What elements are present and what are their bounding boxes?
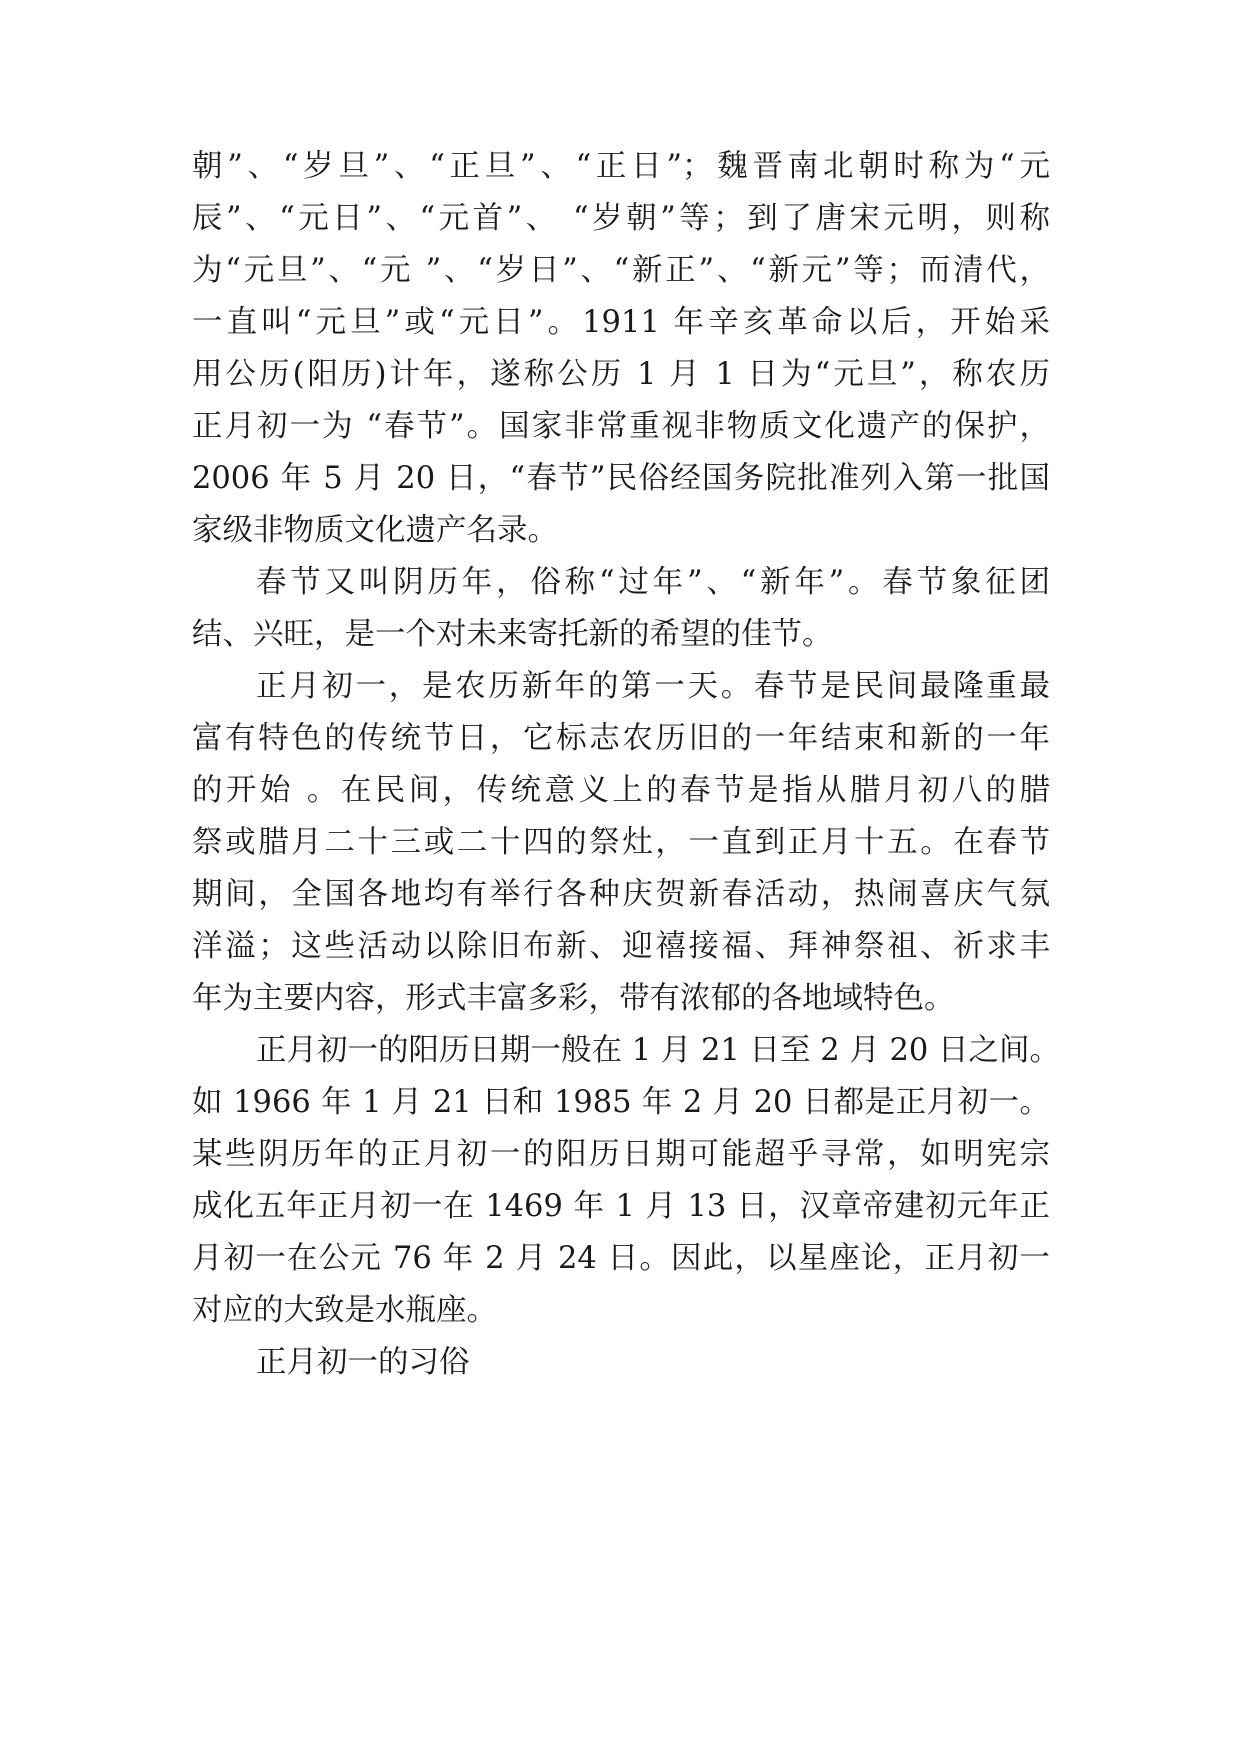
section-heading: 正月初一的习俗 xyxy=(256,1345,470,1380)
text-line: 2006 年 5 月 20 日，“春节”民俗经国务院批准列入第一批国 xyxy=(192,461,1050,496)
text-line: 富有特色的传统节日，它标志农历旧的一年结束和新的一年 xyxy=(192,721,1050,756)
text-line: 春节又叫阴历年，俗称“过年”、“新年”。春节象征团 xyxy=(256,565,1050,600)
text-line: 一直叫“元旦”或“元日”。1911 年辛亥革命以后，开始采 xyxy=(192,305,1050,340)
text-line: 对应的大致是水瓶座。 xyxy=(192,1293,497,1328)
text-line: 用公历(阳历)计年，遂称公历 1 月 1 日为“元旦”，称农历 xyxy=(192,357,1050,392)
text-line: 如 1966 年 1 月 21 日和 1985 年 2 月 20 日都是正月初一。 xyxy=(192,1085,1050,1120)
text-line: 洋溢；这些活动以除旧布新、迎禧接福、拜神祭祖、祈求丰 xyxy=(192,929,1050,964)
text-line: 期间，全国各地均有举行各种庆贺新春活动，热闹喜庆气氛 xyxy=(192,877,1050,912)
text-line: 朝”、“岁旦”、“正旦”、“正日”；魏晋南北朝时称为“元 xyxy=(192,149,1050,184)
text-line: 的开始 。在民间，传统意义上的春节是指从腊月初八的腊 xyxy=(192,773,1050,808)
text-line: 为“元旦”、“元 ”、“岁日”、“新正”、“新元”等；而清代， xyxy=(192,253,1050,288)
text-line: 正月初一的阳历日期一般在 1 月 21 日至 2 月 20 日之间。 xyxy=(256,1033,1060,1068)
text-line: 祭或腊月二十三或二十四的祭灶，一直到正月十五。在春节 xyxy=(192,825,1050,860)
text-line: 正月初一为 “春节”。国家非常重视非物质文化遗产的保护， xyxy=(192,409,1050,444)
text-line: 辰”、“元日”、“元首”、 “岁朝”等；到了唐宋元明，则称 xyxy=(192,201,1050,236)
text-line: 结、兴旺，是一个对未来寄托新的希望的佳节。 xyxy=(192,617,833,652)
text-line: 家级非物质文化遗产名录。 xyxy=(192,513,558,548)
text-line: 年为主要内容，形式丰富多彩，带有浓郁的各地域特色。 xyxy=(192,981,955,1016)
text-line: 成化五年正月初一在 1469 年 1 月 13 日，汉章帝建初元年正 xyxy=(192,1189,1050,1224)
text-line: 月初一在公元 76 年 2 月 24 日。因此，以星座论，正月初一 xyxy=(192,1241,1050,1276)
text-line: 正月初一，是农历新年的第一天。春节是民间最隆重最 xyxy=(256,669,1050,704)
text-line: 某些阴历年的正月初一的阳历日期可能超乎寻常，如明宪宗 xyxy=(192,1137,1050,1172)
